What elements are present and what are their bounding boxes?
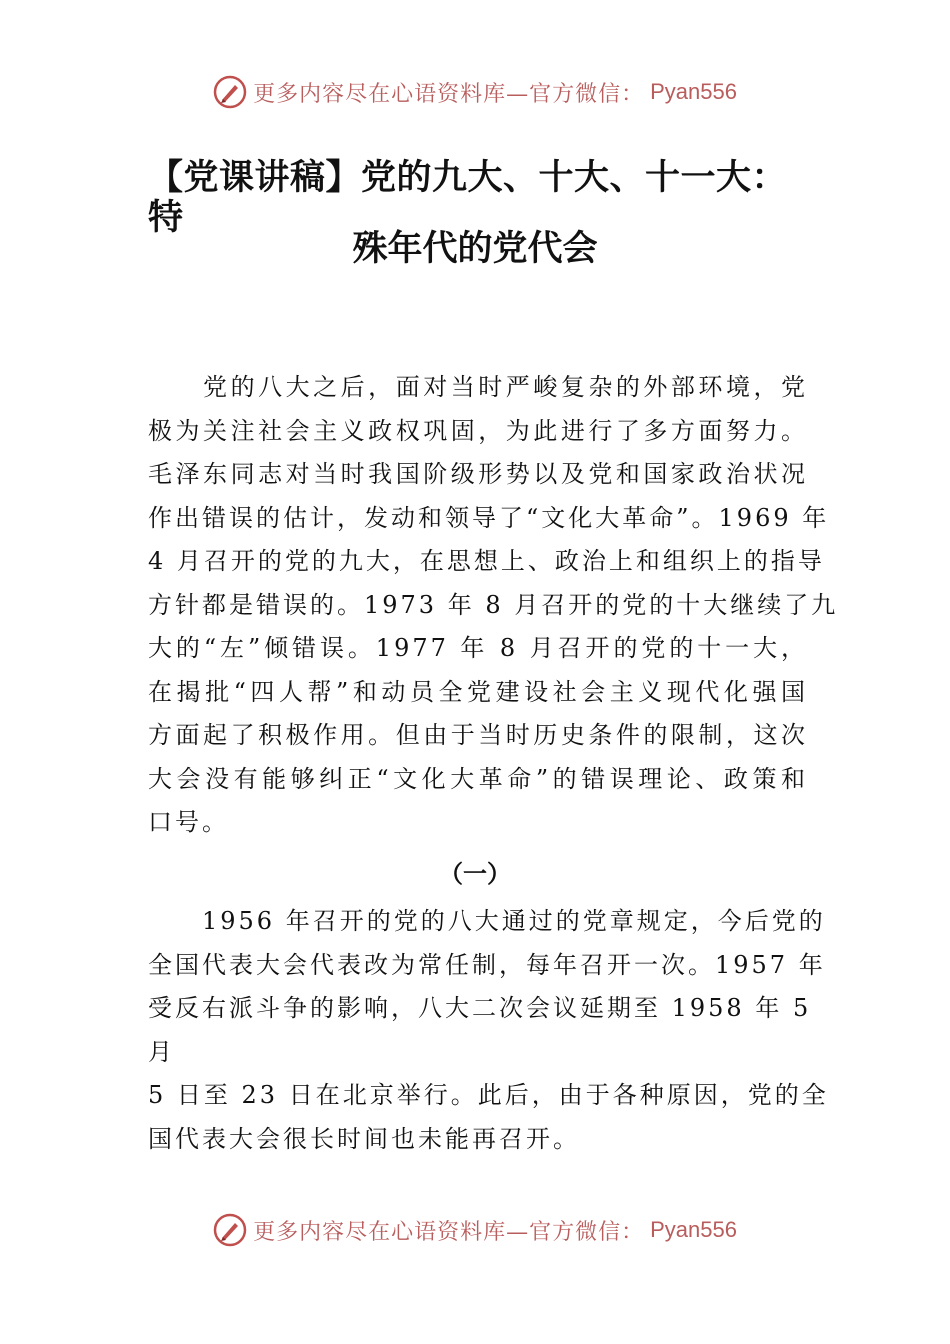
banner-text: 更多内容尽在心语资料库—官方微信： [253, 81, 645, 107]
paragraph-line: 国代表大会很长时间也未能再召开。 [148, 1124, 580, 1153]
paragraph-1 [148, 366, 839, 845]
paragraph-2 [148, 900, 829, 1161]
paragraph-line: 1956 年召开的党的八大通过的党章规定，今后党的 [148, 907, 826, 935]
page-title-line-1: 【党课讲稿】党的九大、十大、十一大：特 [148, 158, 788, 238]
pen-logo-icon [213, 1213, 247, 1247]
paragraph-line: 大会没有能够纠正“文化大革命”的错误理论、政策和 [148, 764, 808, 793]
banner-wechat-id: Pyan556 [650, 79, 737, 104]
paragraph-line: 作出错误的估计，发动和领导了“文化大革命”。1969 年 [148, 503, 830, 532]
paragraph-line: 全国代表大会代表改为常任制，每年召开一次。1957 年 [148, 950, 826, 979]
paragraph-line: 月 [148, 1037, 175, 1066]
banner-text: 更多内容尽在心语资料库—官方微信： [253, 1219, 645, 1245]
paragraph-line: 5 日至 23 日在北京举行。此后，由于各种原因，党的全 [148, 1081, 829, 1109]
banner-wechat-id: Pyan556 [650, 1217, 737, 1242]
section-heading: （一） [439, 860, 511, 888]
pen-logo-icon [213, 75, 247, 109]
footer-banner [0, 1210, 950, 1250]
paragraph-line: 党的八大之后，面对当时严峻复杂的外部环境，党 [148, 373, 808, 401]
paragraph-line: 受反右派斗争的影响，八大二次会议延期至 1958 年 5 [148, 994, 812, 1022]
paragraph-line: 极为关注社会主义政权巩固，为此进行了多方面努力。 [148, 416, 808, 445]
paragraph-line: 方面起了积极作用。但由于当时历史条件的限制，这次 [148, 721, 808, 749]
paragraph-line: 方针都是错误的。1973 年 8 月召开的党的十大继续了九 [148, 590, 839, 619]
page-title-line-2: 殊年代的党代会 [352, 229, 598, 269]
header-banner [0, 72, 950, 112]
paragraph-line: 口号。 [148, 808, 229, 836]
paragraph-line: 在揭批“四人帮”和动员全党建设社会主义现代化强国 [148, 677, 808, 706]
paragraph-line: 4 月召开的党的九大，在思想上、政治上和组织上的指导 [148, 547, 825, 575]
paragraph-line: 大的“左”倾错误。1977 年 8 月召开的党的十一大， [148, 634, 808, 662]
paragraph-line: 毛泽东同志对当时我国阶级形势以及党和国家政治状况 [148, 460, 808, 488]
